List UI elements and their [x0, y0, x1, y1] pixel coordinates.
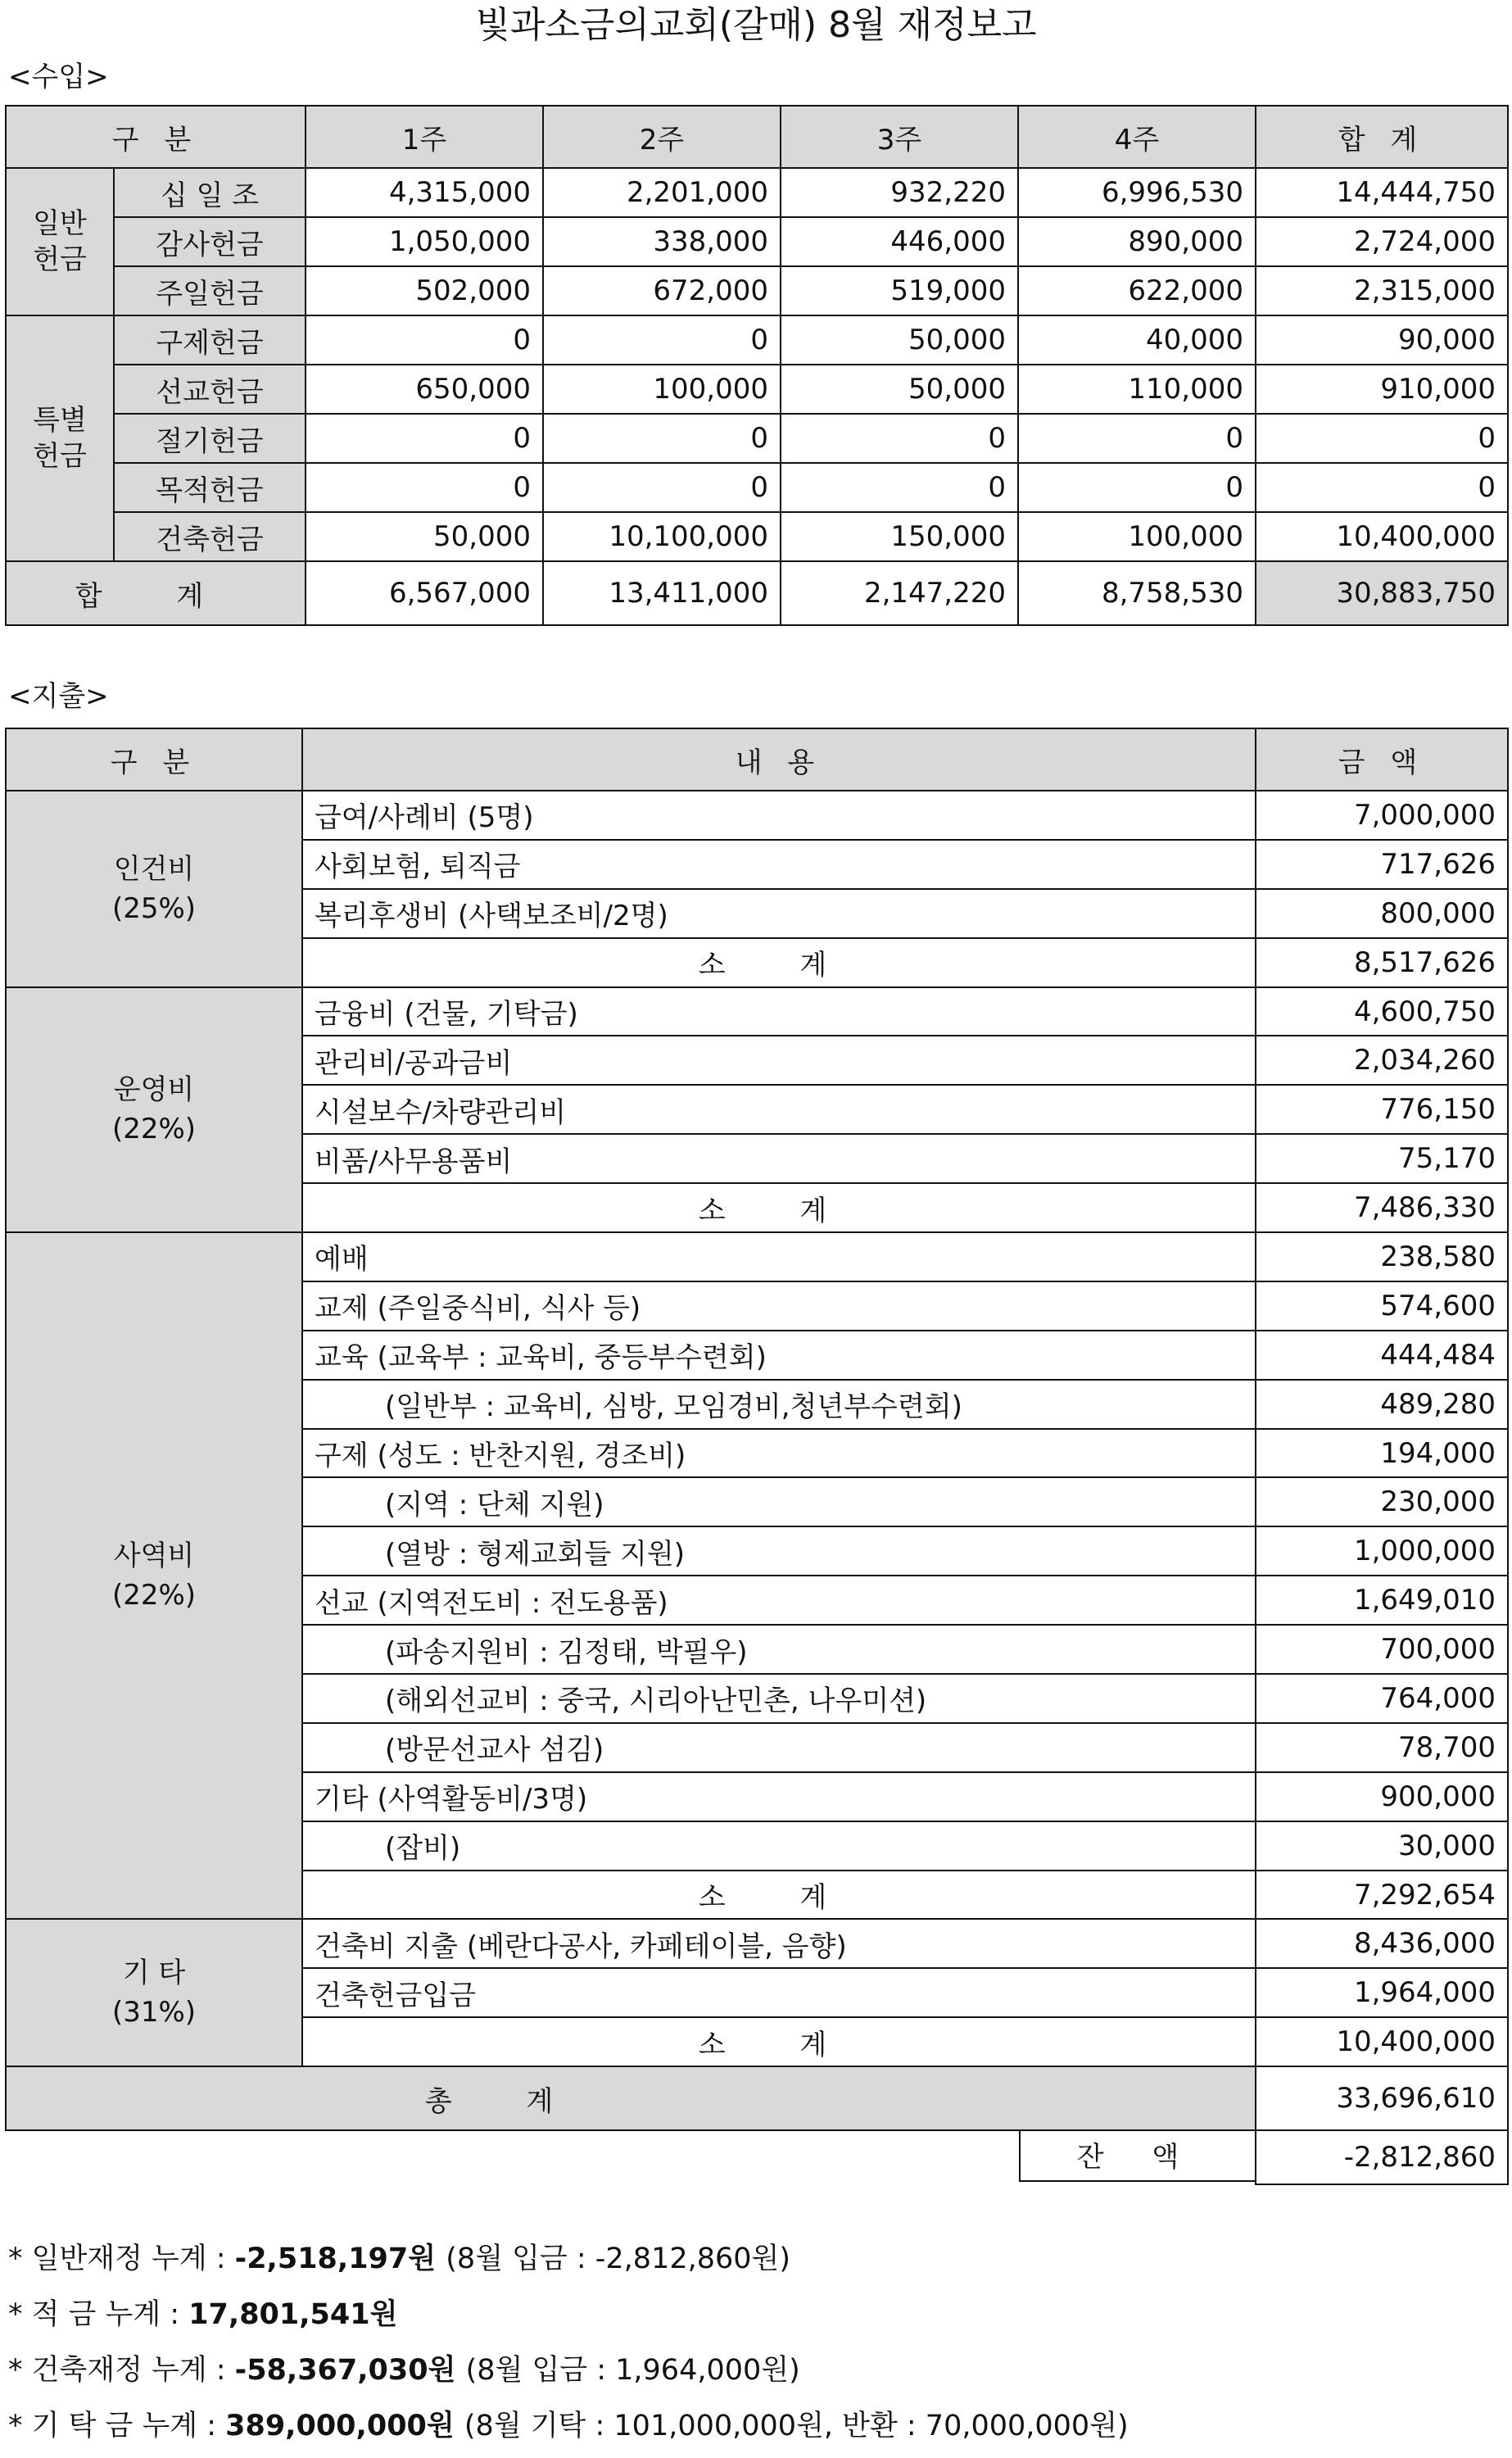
income-cell: 2,315,000: [1256, 266, 1508, 315]
expense-item-desc: 교육 (교육부 : 교육비, 중등부수련회): [302, 1331, 1256, 1380]
expense-header-content: 내 용: [302, 728, 1256, 791]
note-bullet: *: [8, 2354, 32, 2387]
note-line: [8, 2402, 1129, 2458]
income-item-label: 감사헌금: [114, 217, 306, 266]
balance-amount: -2,812,860: [1256, 2130, 1508, 2184]
income-cell: 0: [306, 414, 543, 463]
note-label: 적 금 누계 :: [31, 2298, 189, 2331]
income-total-label: 합 계: [6, 561, 306, 625]
income-item-label: 목적헌금: [114, 463, 306, 512]
expense-item-amount: 2,034,260: [1256, 1036, 1508, 1085]
income-row: [6, 463, 1508, 512]
income-cell: 14,444,750: [1256, 168, 1508, 217]
income-cell: 0: [543, 315, 781, 365]
income-total-cell: 13,411,000: [543, 561, 781, 625]
expense-subtotal-amount: 7,292,654: [1256, 1871, 1508, 1920]
expense-item-desc: (해외선교비 : 중국, 시리아난민촌, 나우미션): [302, 1674, 1256, 1723]
income-header-col: 3주: [781, 106, 1018, 168]
income-group-label: 특별 헌금: [6, 315, 114, 561]
expense-subtotal-label: 소 계: [302, 2017, 1256, 2066]
expense-item-desc: 비품/사무용품비: [302, 1134, 1256, 1183]
expense-item-amount: 1,964,000: [1256, 1968, 1508, 2017]
summary-notes: [8, 2235, 1129, 2458]
income-row: [6, 266, 1508, 315]
income-cell: 10,100,000: [543, 512, 781, 561]
income-cell: 2,201,000: [543, 168, 781, 217]
expense-group-label: 사역비 (22%): [6, 1232, 302, 1919]
note-value: 17,801,541원: [188, 2298, 398, 2331]
income-row: [6, 414, 1508, 463]
expense-item-amount: 78,700: [1256, 1723, 1508, 1772]
income-cell: 50,000: [781, 315, 1018, 365]
expense-item-desc: 선교 (지역전도비 : 전도용품): [302, 1576, 1256, 1625]
income-cell: 519,000: [781, 266, 1018, 315]
expense-item-amount: 900,000: [1256, 1772, 1508, 1821]
income-header-col: 4주: [1018, 106, 1256, 168]
note-detail: (8월 입금 : 1,964,000원): [465, 2354, 800, 2387]
income-cell: 932,220: [781, 168, 1018, 217]
income-item-label: 선교헌금: [114, 365, 306, 414]
expense-item-desc: 기타 (사역활동비/3명): [302, 1772, 1256, 1821]
income-cell: 0: [1256, 463, 1508, 512]
note-label: 일반재정 누계 :: [31, 2243, 235, 2275]
income-cell: 502,000: [306, 266, 543, 315]
income-total-cell: 8,758,530: [1018, 561, 1256, 625]
expense-item-amount: 4,600,750: [1256, 987, 1508, 1036]
income-item-label: 건축헌금: [114, 512, 306, 561]
expense-item-desc: 금융비 (건물, 기탁금): [302, 987, 1256, 1036]
expense-item-amount: 30,000: [1256, 1821, 1508, 1871]
expense-item-amount: 230,000: [1256, 1477, 1508, 1526]
income-header-category: 구 분: [6, 106, 306, 168]
income-cell: 6,996,530: [1018, 168, 1256, 217]
expense-item-desc: 사회보험, 퇴직금: [302, 840, 1256, 889]
note-bullet: *: [8, 2243, 32, 2275]
expense-item-amount: 238,580: [1256, 1232, 1508, 1281]
income-item-label: 주일헌금: [114, 266, 306, 315]
expense-item-desc: (방문선교사 섬김): [302, 1723, 1256, 1772]
income-row: [6, 315, 1508, 365]
expense-item-amount: 8,436,000: [1256, 1919, 1508, 1968]
expense-item-amount: 7,000,000: [1256, 791, 1508, 840]
expense-subtotal-label: 소 계: [302, 1183, 1256, 1232]
income-cell: 150,000: [781, 512, 1018, 561]
income-cell: 0: [543, 414, 781, 463]
income-cell: 890,000: [1018, 217, 1256, 266]
income-cell: 0: [781, 463, 1018, 512]
income-cell: 0: [543, 463, 781, 512]
income-cell: 0: [1018, 414, 1256, 463]
income-cell: 1,050,000: [306, 217, 543, 266]
expense-grand-total-row: [6, 2066, 1508, 2130]
expense-item-desc: 복리후생비 (사택보조비/2명): [302, 889, 1256, 938]
note-detail: (8월 입금 : -2,812,860원): [446, 2243, 791, 2275]
income-cell: 2,724,000: [1256, 217, 1508, 266]
income-total-row: [6, 561, 1508, 625]
note-bullet: *: [8, 2410, 32, 2442]
expense-header-category: 구 분: [6, 728, 302, 791]
note-value: -2,518,197원: [234, 2243, 446, 2275]
note-label: 건축재정 누계 :: [31, 2354, 235, 2387]
income-row: [6, 217, 1508, 266]
grand-total-label: 총 계: [6, 2066, 1256, 2130]
expense-item-desc: (열방 : 형제교회들 지원): [302, 1526, 1256, 1576]
income-row: [6, 365, 1508, 414]
expense-item-desc: (파송지원비 : 김정태, 박필우): [302, 1625, 1256, 1674]
income-header-col: 1주: [306, 106, 543, 168]
income-total-cell: 6,567,000: [306, 561, 543, 625]
expense-group-label: 인건비 (25%): [6, 791, 302, 987]
note-detail: (8월 기탁 : 101,000,000원, 반환 : 70,000,000원): [464, 2410, 1129, 2442]
income-cell: 0: [1018, 463, 1256, 512]
income-table: [5, 105, 1509, 626]
expense-group-label: 기 타 (31%): [6, 1919, 302, 2066]
income-item-label: 십 일 조: [114, 168, 306, 217]
expense-item-desc: 예배: [302, 1232, 1256, 1281]
income-cell: 650,000: [306, 365, 543, 414]
expense-header-amount: 금 액: [1256, 728, 1508, 791]
expense-item-desc: 교제 (주일중식비, 식사 등): [302, 1281, 1256, 1331]
income-cell: 0: [306, 463, 543, 512]
income-cell: 672,000: [543, 266, 781, 315]
expense-header-row: [6, 728, 1508, 791]
balance-label: 잔 액: [1019, 2130, 1256, 2182]
expense-subtotal-label: 소 계: [302, 938, 1256, 987]
income-cell: 100,000: [543, 365, 781, 414]
income-cell: 10,400,000: [1256, 512, 1508, 561]
income-header-col: 합 계: [1256, 106, 1508, 168]
expense-subtotal-amount: 10,400,000: [1256, 2017, 1508, 2066]
income-item-label: 구제헌금: [114, 315, 306, 365]
balance-row: [6, 2130, 1508, 2184]
expense-item-desc: 시설보수/차량관리비: [302, 1085, 1256, 1134]
note-bullet: *: [8, 2298, 32, 2331]
expense-table: [5, 728, 1509, 2185]
expense-item-amount: 75,170: [1256, 1134, 1508, 1183]
income-row: [6, 168, 1508, 217]
expense-item-amount: 194,000: [1256, 1429, 1508, 1478]
balance-spacer: [6, 2130, 1256, 2184]
expense-item-amount: 700,000: [1256, 1625, 1508, 1674]
income-cell: 446,000: [781, 217, 1018, 266]
expense-item-desc: (잡비): [302, 1821, 1256, 1871]
income-group-label: 일반 헌금: [6, 168, 114, 315]
income-section-label: <수입>: [8, 61, 109, 93]
expense-item-desc: 건축비 지출 (베란다공사, 카페테이블, 음향): [302, 1919, 1256, 1968]
income-header-col: 2주: [543, 106, 781, 168]
note-line: [8, 2291, 1129, 2347]
note-value: -58,367,030원: [234, 2354, 466, 2387]
expense-row: [6, 791, 1508, 840]
note-line: [8, 2347, 1129, 2402]
note-value: 389,000,000원: [225, 2410, 464, 2442]
expense-item-amount: 764,000: [1256, 1674, 1508, 1723]
expense-item-desc: (지역 : 단체 지원): [302, 1477, 1256, 1526]
expense-row: [6, 1232, 1508, 1281]
income-total-cell: 30,883,750: [1256, 561, 1508, 625]
income-cell: 50,000: [781, 365, 1018, 414]
income-cell: 90,000: [1256, 315, 1508, 365]
expense-item-amount: 1,000,000: [1256, 1526, 1508, 1576]
expense-subtotal-amount: 8,517,626: [1256, 938, 1508, 987]
expense-item-amount: 776,150: [1256, 1085, 1508, 1134]
expense-item-desc: 급여/사례비 (5명): [302, 791, 1256, 840]
income-total-cell: 2,147,220: [781, 561, 1018, 625]
income-cell: 338,000: [543, 217, 781, 266]
expense-item-desc: 관리비/공과금비: [302, 1036, 1256, 1085]
income-item-label: 절기헌금: [114, 414, 306, 463]
expense-item-amount: 574,600: [1256, 1281, 1508, 1331]
income-cell: 910,000: [1256, 365, 1508, 414]
income-cell: 622,000: [1018, 266, 1256, 315]
page-title: 빛과소금의교회(갈매) 8월 재정보고: [475, 4, 1037, 46]
income-cell: 50,000: [306, 512, 543, 561]
note-line: [8, 2235, 1129, 2291]
expense-section-label: <지출>: [8, 680, 109, 713]
expense-item-desc: (일반부 : 교육비, 심방, 모임경비,청년부수련회): [302, 1380, 1256, 1429]
note-label: 기 탁 금 누계 :: [31, 2410, 226, 2442]
expense-item-amount: 717,626: [1256, 840, 1508, 889]
expense-row: [6, 987, 1508, 1036]
expense-item-desc: 건축헌금입금: [302, 1968, 1256, 2017]
expense-item-amount: 1,649,010: [1256, 1576, 1508, 1625]
expense-item-amount: 800,000: [1256, 889, 1508, 938]
expense-row: [6, 1919, 1508, 1968]
income-header-row: [6, 106, 1508, 168]
income-cell: 110,000: [1018, 365, 1256, 414]
income-cell: 4,315,000: [306, 168, 543, 217]
expense-item-amount: 489,280: [1256, 1380, 1508, 1429]
expense-group-label: 운영비 (22%): [6, 987, 302, 1232]
expense-item-desc: 구제 (성도 : 반찬지원, 경조비): [302, 1429, 1256, 1478]
income-cell: 0: [306, 315, 543, 365]
expense-subtotal-label: 소 계: [302, 1871, 1256, 1920]
income-cell: 0: [1256, 414, 1508, 463]
income-row: [6, 512, 1508, 561]
income-cell: 0: [781, 414, 1018, 463]
income-cell: 40,000: [1018, 315, 1256, 365]
income-cell: 100,000: [1018, 512, 1256, 561]
expense-subtotal-amount: 7,486,330: [1256, 1183, 1508, 1232]
grand-total-amount: 33,696,610: [1256, 2066, 1508, 2130]
expense-item-amount: 444,484: [1256, 1331, 1508, 1380]
